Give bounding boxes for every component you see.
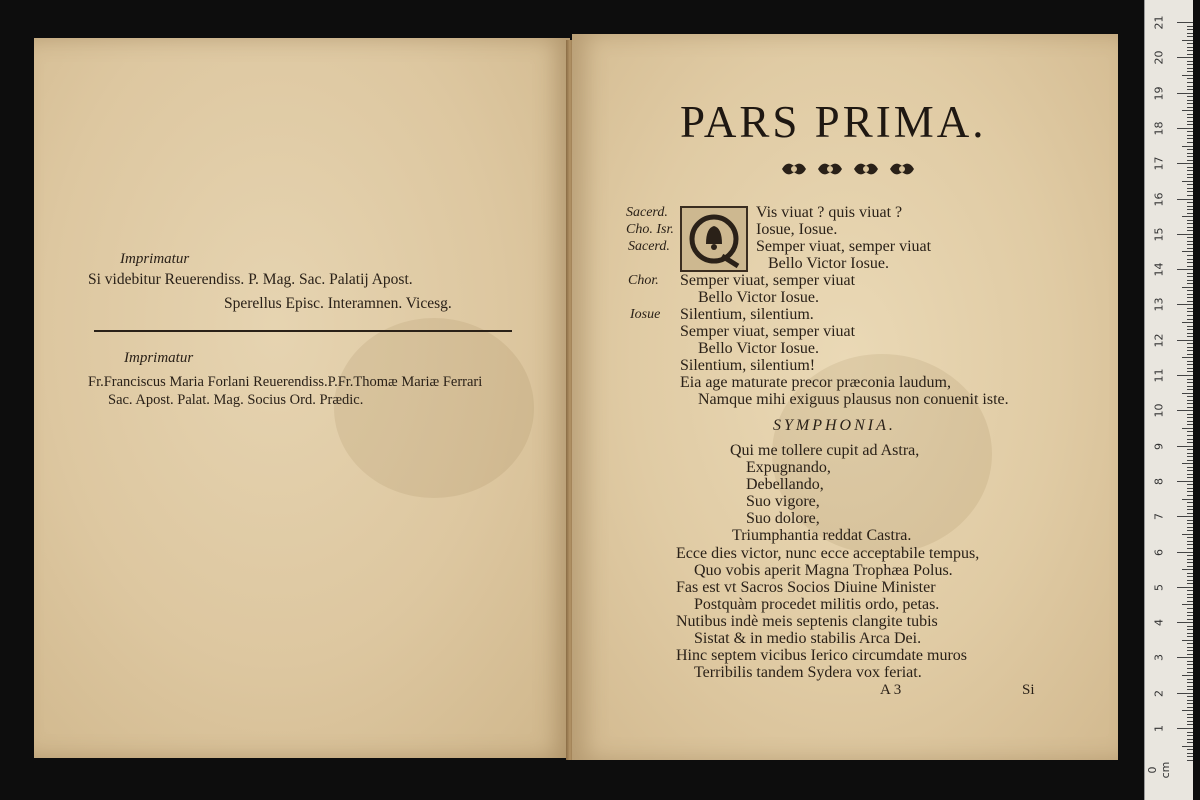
ruler-tick <box>1182 181 1193 182</box>
verse-line: Postquàm procedet militis ordo, petas. <box>694 596 940 613</box>
ruler-tick <box>1187 117 1193 118</box>
speaker-label: Chor. <box>628 273 659 288</box>
ruler-tick <box>1187 749 1193 750</box>
ruler-tick <box>1187 756 1193 757</box>
ruler-tick <box>1187 131 1193 132</box>
ruler-tick <box>1187 213 1193 214</box>
fleuron-ornament-icon <box>779 158 809 180</box>
ruler-tick <box>1187 308 1193 309</box>
ruler-tick <box>1187 523 1193 524</box>
ornament-row <box>779 158 917 180</box>
ruler-tick <box>1187 26 1193 27</box>
ruler-tick <box>1187 237 1193 238</box>
verse-line: Bello Victor Iosue. <box>698 289 819 306</box>
ruler-tick <box>1187 643 1193 644</box>
ruler-tick <box>1177 657 1193 658</box>
ruler-tick <box>1187 537 1193 538</box>
ruler-tick <box>1187 276 1193 277</box>
ruler-tick <box>1187 209 1193 210</box>
ruler-tick <box>1177 163 1193 164</box>
ruler-tick <box>1177 234 1193 235</box>
ruler-tick <box>1187 259 1193 260</box>
ruler-tick <box>1187 364 1193 365</box>
ruler-number: 7 <box>1152 513 1166 521</box>
speaker-label: Cho. Isr. <box>626 222 674 237</box>
ruler-tick <box>1187 138 1193 139</box>
ruler-tick <box>1187 619 1193 620</box>
ruler-tick <box>1187 191 1193 192</box>
ruler-tick <box>1187 467 1193 468</box>
ruler-tick <box>1177 57 1193 58</box>
ruler-tick <box>1187 548 1193 549</box>
ruler-number: 9 <box>1152 442 1166 450</box>
ruler-tick <box>1187 714 1193 715</box>
verse-line: Bello Victor Iosue. <box>768 255 889 272</box>
ruler-tick <box>1187 371 1193 372</box>
ruler-number: 10 <box>1152 403 1166 418</box>
ruler-tick <box>1187 520 1193 521</box>
imprimatur-line-4: Sac. Apost. Palat. Mag. Socius Ord. Prædic. <box>108 392 364 408</box>
ruler-tick <box>1187 149 1193 150</box>
ruler-tick <box>1187 732 1193 733</box>
ruler-tick <box>1187 29 1193 30</box>
ruler-tick <box>1187 290 1193 291</box>
ruler-tick <box>1182 216 1193 217</box>
ruler-tick <box>1177 410 1193 411</box>
ruler-tick <box>1187 206 1193 207</box>
ruler-tick <box>1177 128 1193 129</box>
fleuron-ornament-icon <box>887 158 917 180</box>
ruler-tick <box>1187 597 1193 598</box>
ruler-tick <box>1187 220 1193 221</box>
ruler-tick <box>1187 96 1193 97</box>
ruler-tick <box>1187 491 1193 492</box>
ruler-tick <box>1187 350 1193 351</box>
verse-line: Ecce dies victor, nunc ecce acceptabile tempus, <box>676 545 980 562</box>
ruler-tick <box>1187 573 1193 574</box>
ruler-number: 15 <box>1152 227 1166 242</box>
ruler-tick <box>1187 294 1193 295</box>
ruler-tick <box>1187 506 1193 507</box>
ruler-tick <box>1187 100 1193 101</box>
ruler-tick <box>1187 64 1193 65</box>
ruler-tick <box>1187 721 1193 722</box>
ruler-tick <box>1187 735 1193 736</box>
ruler-tick <box>1182 499 1193 500</box>
ruler-tick <box>1187 156 1193 157</box>
ruler-tick <box>1187 114 1193 115</box>
ruler-number: 5 <box>1152 583 1166 591</box>
ruler-tick <box>1177 446 1193 447</box>
ruler-tick <box>1187 555 1193 556</box>
verse-line: Namque mihi exiguus plausus non conuenit iste. <box>698 391 1009 408</box>
ruler-tick <box>1187 280 1193 281</box>
ruler-tick <box>1182 357 1193 358</box>
ruler-tick <box>1182 534 1193 535</box>
ruler-tick <box>1177 728 1193 729</box>
ruler-tick <box>1177 552 1193 553</box>
ruler-tick <box>1187 594 1193 595</box>
ruler-tick <box>1177 304 1193 305</box>
ruler-tick <box>1187 273 1193 274</box>
ruler-tick <box>1177 199 1193 200</box>
ruler-tick <box>1187 707 1193 708</box>
ruler-tick <box>1187 142 1193 143</box>
ruler-tick <box>1182 146 1193 147</box>
ruler-tick <box>1187 647 1193 648</box>
ruler-tick <box>1187 315 1193 316</box>
fleuron-ornament-icon <box>851 158 881 180</box>
ruler-tick <box>1182 75 1193 76</box>
imprimatur-line-1: Si videbitur Reuerendiss. P. Mag. Sac. Palatij Apost. <box>88 271 413 288</box>
ruler-tick <box>1187 135 1193 136</box>
ruler-tick <box>1187 456 1193 457</box>
ruler-tick <box>1187 54 1193 55</box>
ruler-tick <box>1187 703 1193 704</box>
ruler-tick <box>1187 50 1193 51</box>
ruler-tick <box>1187 400 1193 401</box>
ruler-tick <box>1187 107 1193 108</box>
verse-line: Qui me tollere cupit ad Astra, <box>730 442 920 459</box>
ruler-tick <box>1187 311 1193 312</box>
ruler-tick <box>1177 693 1193 694</box>
speaker-label: Iosue <box>630 307 661 322</box>
ruler-tick <box>1187 266 1193 267</box>
ruler-tick <box>1187 283 1193 284</box>
right-page <box>572 34 1118 760</box>
ruler-number: 3 <box>1152 654 1166 662</box>
ruler-tick <box>1187 566 1193 567</box>
ruler-tick <box>1187 262 1193 263</box>
ruler-tick <box>1187 326 1193 327</box>
ruler-tick <box>1187 167 1193 168</box>
ruler-number: 14 <box>1152 262 1166 277</box>
ruler-tick <box>1187 417 1193 418</box>
fleuron-ornament-icon <box>815 158 845 180</box>
catchword: Si <box>1022 682 1035 698</box>
verse-line: Sistat & in medio stabilis Arca Dei. <box>694 630 922 647</box>
ruler-tick <box>1187 612 1193 613</box>
ruler-tick <box>1187 329 1193 330</box>
ruler-tick <box>1187 188 1193 189</box>
ruler-tick <box>1187 583 1193 584</box>
ruler-tick <box>1187 626 1193 627</box>
ruler-tick <box>1187 562 1193 563</box>
verse-line: Vis viuat ? quis viuat ? <box>756 204 903 221</box>
ruler-tick <box>1187 61 1193 62</box>
ruler-tick <box>1187 689 1193 690</box>
ruler-tick <box>1187 636 1193 637</box>
left-page <box>34 38 570 758</box>
verse-line: Bello Victor Iosue. <box>698 340 819 357</box>
paper-stain <box>334 318 534 498</box>
ruler-tick <box>1187 661 1193 662</box>
ruler-tick <box>1187 347 1193 348</box>
ruler-tick <box>1187 230 1193 231</box>
ruler-tick <box>1187 379 1193 380</box>
ruler-tick <box>1187 724 1193 725</box>
ruler-tick <box>1187 386 1193 387</box>
ruler-tick <box>1187 615 1193 616</box>
ruler-tick <box>1187 177 1193 178</box>
ruler-tick <box>1182 463 1193 464</box>
ruler-tick <box>1187 414 1193 415</box>
ruler-number: 0 cm <box>1146 761 1172 779</box>
verse-line: Triumphantia reddat Castra. <box>732 527 912 544</box>
ruler-tick <box>1187 633 1193 634</box>
ruler-tick <box>1187 760 1193 761</box>
ruler-tick <box>1187 336 1193 337</box>
ruler-tick <box>1177 93 1193 94</box>
ruler-tick <box>1187 297 1193 298</box>
ruler-tick <box>1187 403 1193 404</box>
ruler-tick <box>1187 301 1193 302</box>
ruler-tick <box>1187 435 1193 436</box>
ruler-tick <box>1187 361 1193 362</box>
ruler-tick <box>1187 672 1193 673</box>
ruler-tick <box>1187 43 1193 44</box>
woodcut-initial-q-icon <box>680 206 748 272</box>
ruler-tick <box>1187 121 1193 122</box>
ruler-tick <box>1187 170 1193 171</box>
ruler-number: 12 <box>1152 333 1166 348</box>
ruler-tick <box>1177 340 1193 341</box>
ruler-tick <box>1187 368 1193 369</box>
verse-line: Expugnando, <box>746 459 831 476</box>
ruler-tick <box>1187 124 1193 125</box>
ruler-tick <box>1177 516 1193 517</box>
ruler-tick <box>1182 110 1193 111</box>
ruler-number: 19 <box>1152 86 1166 101</box>
ruler-tick <box>1182 40 1193 41</box>
ruler-tick <box>1187 160 1193 161</box>
ruler-tick <box>1187 33 1193 34</box>
ruler-tick <box>1187 509 1193 510</box>
ruler-tick <box>1187 580 1193 581</box>
ruler-tick <box>1187 495 1193 496</box>
verse-line: Suo dolore, <box>746 510 820 527</box>
divider-rule <box>94 330 512 332</box>
ruler-tick <box>1187 541 1193 542</box>
ruler-tick <box>1182 251 1193 252</box>
ruler-tick <box>1187 431 1193 432</box>
ruler-tick <box>1182 393 1193 394</box>
ruler-tick <box>1187 241 1193 242</box>
ruler-tick <box>1182 428 1193 429</box>
ruler-tick <box>1187 319 1193 320</box>
ruler-tick <box>1187 477 1193 478</box>
ruler-tick <box>1187 244 1193 245</box>
ruler-tick <box>1187 407 1193 408</box>
ruler-number: 16 <box>1152 192 1166 206</box>
ruler-tick <box>1187 668 1193 669</box>
ruler-tick <box>1187 682 1193 683</box>
ruler-tick <box>1187 742 1193 743</box>
ruler-tick <box>1187 36 1193 37</box>
ruler-tick <box>1187 717 1193 718</box>
ruler-tick <box>1187 343 1193 344</box>
ruler-tick <box>1187 202 1193 203</box>
ruler-number: 4 <box>1152 619 1166 627</box>
ruler-tick <box>1187 424 1193 425</box>
measurement-ruler <box>1144 0 1193 800</box>
verse-line: Terribilis tandem Sydera vox feriat. <box>694 664 922 681</box>
ruler-tick <box>1187 442 1193 443</box>
ruler-tick <box>1187 389 1193 390</box>
section-heading: SYMPHONIA. <box>773 417 896 434</box>
ruler-tick <box>1187 47 1193 48</box>
ruler-number: 6 <box>1152 548 1166 556</box>
ruler-tick <box>1187 78 1193 79</box>
ruler-number: 17 <box>1152 156 1166 171</box>
ruler-number: 2 <box>1152 689 1166 697</box>
verse-line: Iosue, Iosue. <box>756 221 838 238</box>
ruler-tick <box>1187 739 1193 740</box>
ruler-tick <box>1187 530 1193 531</box>
page-title: PARS PRIMA. <box>680 97 987 147</box>
ruler-tick <box>1187 453 1193 454</box>
verse-line: Quo vobis aperit Magna Trophæa Polus. <box>694 562 953 579</box>
imprimatur-line-3: Fr.Franciscus Maria Forlani Reuerendiss.P.Fr.Thomæ Mariæ Ferrari <box>88 374 483 390</box>
ruler-tick <box>1182 710 1193 711</box>
ruler-tick <box>1187 82 1193 83</box>
ruler-tick <box>1187 590 1193 591</box>
ruler-tick <box>1187 227 1193 228</box>
ruler-tick <box>1187 248 1193 249</box>
ruler-tick <box>1177 22 1193 23</box>
ruler-tick <box>1177 375 1193 376</box>
signature-mark: A 3 <box>880 682 902 698</box>
ruler-tick <box>1187 354 1193 355</box>
ruler-tick <box>1187 513 1193 514</box>
ruler-tick <box>1187 629 1193 630</box>
ruler-tick <box>1187 195 1193 196</box>
ruler-tick <box>1187 544 1193 545</box>
speaker-label: Sacerd. <box>626 205 668 220</box>
verse-line: Eia age maturate precor præconia laudum, <box>680 374 951 391</box>
verse-line: Semper viuat, semper viuat <box>756 238 932 255</box>
ruler-number: 20 <box>1152 50 1166 65</box>
ruler-tick <box>1187 184 1193 185</box>
ruler-tick <box>1187 255 1193 256</box>
verse-line: Semper viuat, semper viuat <box>680 323 856 340</box>
ruler-tick <box>1187 576 1193 577</box>
ruler-tick <box>1187 527 1193 528</box>
ruler-number: 11 <box>1152 368 1166 383</box>
ruler-tick <box>1187 89 1193 90</box>
ruler-tick <box>1187 488 1193 489</box>
ruler-number: 18 <box>1152 121 1166 136</box>
verse-line: Hinc septem vicibus Ierico circumdate muros <box>676 647 968 664</box>
ruler-tick <box>1187 686 1193 687</box>
ruler-tick <box>1187 470 1193 471</box>
ruler-tick <box>1187 696 1193 697</box>
ruler-number: 21 <box>1152 15 1166 30</box>
ruler-tick <box>1177 269 1193 270</box>
ruler-tick <box>1187 421 1193 422</box>
ruler-tick <box>1182 675 1193 676</box>
ruler-tick <box>1187 333 1193 334</box>
ruler-tick <box>1187 601 1193 602</box>
ruler-tick <box>1187 474 1193 475</box>
imprimatur-line-2: Sperellus Episc. Interamnen. Vicesg. <box>224 295 452 312</box>
verse-line: Semper viuat, semper viuat <box>680 272 856 289</box>
ruler-tick <box>1187 679 1193 680</box>
verse-line: Suo vigore, <box>746 493 820 510</box>
ruler-tick <box>1187 664 1193 665</box>
ruler-tick <box>1187 223 1193 224</box>
ruler-tick <box>1187 382 1193 383</box>
ruler-tick <box>1182 640 1193 641</box>
speaker-label: Sacerd. <box>628 239 670 254</box>
ruler-tick <box>1182 604 1193 605</box>
ruler-tick <box>1187 559 1193 560</box>
ruler-number: 8 <box>1152 477 1166 485</box>
ruler-tick <box>1177 622 1193 623</box>
ruler-tick <box>1182 322 1193 323</box>
ruler-tick <box>1187 439 1193 440</box>
ruler-tick <box>1187 502 1193 503</box>
ruler-tick <box>1187 103 1193 104</box>
ruler-tick <box>1182 746 1193 747</box>
ruler-tick <box>1187 608 1193 609</box>
verse-line: Silentium, silentium. <box>680 306 814 323</box>
ruler-tick <box>1187 484 1193 485</box>
verse-line: Debellando, <box>746 476 824 493</box>
ruler-tick <box>1187 71 1193 72</box>
ruler-tick <box>1187 650 1193 651</box>
imprimatur-heading-2: Imprimatur <box>124 350 194 366</box>
ruler-tick <box>1187 153 1193 154</box>
ruler-tick <box>1182 287 1193 288</box>
ruler-tick <box>1187 700 1193 701</box>
ruler-tick <box>1187 654 1193 655</box>
ruler-tick <box>1187 460 1193 461</box>
ruler-tick <box>1187 174 1193 175</box>
verse-line: Nutibus indè meis septenis clangite tubis <box>676 613 938 630</box>
ruler-tick <box>1177 481 1193 482</box>
ruler-tick <box>1187 68 1193 69</box>
imprimatur-heading-1: Imprimatur <box>120 251 190 267</box>
ruler-number: 13 <box>1152 297 1166 312</box>
ruler-number: 1 <box>1152 725 1166 732</box>
verse-line: Fas est vt Sacros Socios Diuine Minister <box>676 579 936 596</box>
verse-line: Silentium, silentium! <box>680 357 816 374</box>
ruler-tick <box>1187 753 1193 754</box>
ruler-tick <box>1187 396 1193 397</box>
ruler-tick <box>1177 587 1193 588</box>
ruler-tick <box>1182 569 1193 570</box>
ruler-tick <box>1187 449 1193 450</box>
ruler-tick <box>1187 86 1193 87</box>
